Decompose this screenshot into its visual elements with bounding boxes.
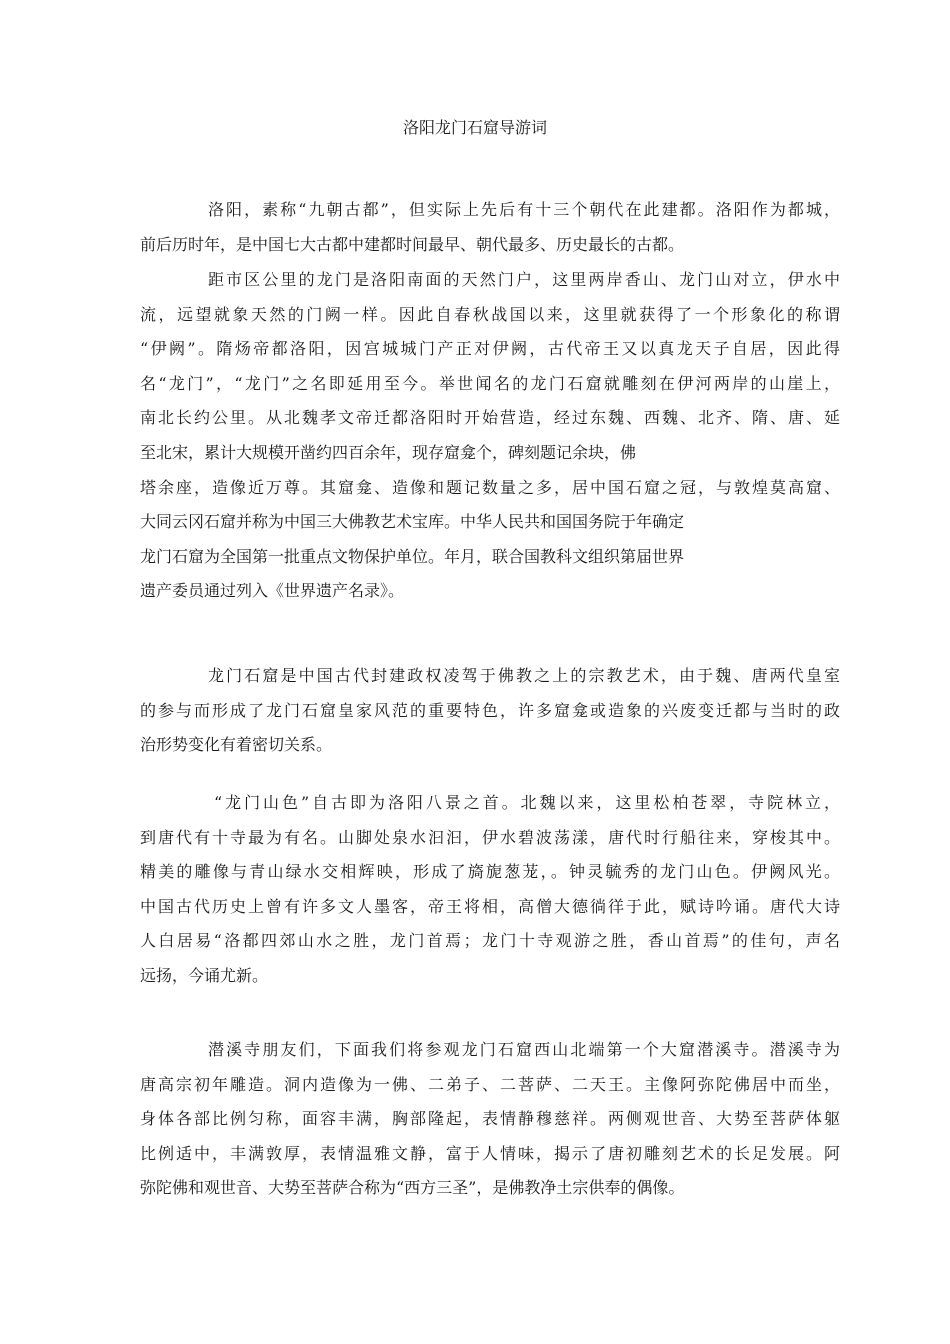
paragraph-line: 的参与而形成了龙门石窟皇家风范的重要特色，许多窟龛或造象的兴废变迁都与当时的政 <box>140 700 840 720</box>
paragraph-longmen-overview <box>140 263 840 609</box>
paragraph-line: 中国古代历史上曾有许多文人墨客，帝王将相，高僧大德徜徉于此，赋诗吟诵。唐代大诗 <box>140 896 840 916</box>
paragraph-line: 流，远望就象天然的门阙一样。因此自春秋战国以来，这里就获得了一个形象化的称谓 <box>140 304 840 324</box>
paragraph-line: 遗产委员通过列入《世界遗产名录》。 <box>140 581 405 601</box>
paragraph-line: 龙门石窟是中国古代封建政权凌驾于佛教之上的宗教艺术，由于魏、唐两代皇室 <box>208 666 840 685</box>
paragraph-line: 到唐代有十寺最为有名。山脚处泉水汩汩，伊水碧波荡漾，唐代时行船往来，穿梭其中。 <box>140 827 840 847</box>
paragraph-line: 距市区公里的龙门是洛阳南面的天然门户，这里两岸香山、龙门山对立，伊水中 <box>208 270 840 289</box>
paragraph-line: “伊阙”。隋炀帝都洛阳，因宫城城门产正对伊阙，古代帝王又以真龙天子自居，因此得 <box>140 339 840 359</box>
paragraph-line: “龙门山色”自古即为洛阳八景之首。北魏以来，这里松柏苍翠，寺院林立， <box>214 793 840 812</box>
paragraph-line: 前后历时年，是中国七大古都中建都时间最早、朝代最多、历史最长的古都。 <box>140 234 685 254</box>
paragraph-line: 南北长约公里。从北魏孝文帝迁都洛阳时开始营造，经过东魏、西魏、北齐、隋、唐、延 <box>140 408 840 428</box>
paragraph-longmen-scenery <box>140 786 840 994</box>
paragraph-line: 塔余座，造像近万尊。其窟龛、造像和题记数量之多，居中国石窟之冠，与敦煌莫高窟、 <box>140 477 840 497</box>
paragraph-line: 唐高宗初年雕造。洞内造像为一佛、二弟子、二菩萨、二天王。主像阿弥陀佛居中而坐， <box>140 1074 840 1094</box>
paragraph-line: 至北宋，累计大规模开凿约四百余年，现存窟龛个，碑刻题记余块，佛 <box>140 442 637 462</box>
paragraph-line: 精美的雕像与青山绿水交相辉映，形成了旖旎葱茏，。钟灵毓秀的龙门山色。伊阙风光。 <box>140 862 840 882</box>
paragraph-imperial-style <box>140 659 840 763</box>
paragraph-line: 名“龙门”，“龙门”之名即延用至今。举世闻名的龙门石窟就雕刻在伊河两岸的山崖上， <box>140 373 840 393</box>
paragraph-line: 潜溪寺朋友们，下面我们将参观龙门石窟西山北端第一个大窟潜溪寺。潜溪寺为 <box>208 1040 840 1059</box>
paragraph-line: 洛阳，素称“九朝古都”，但实际上先后有十三个朝代在此建都。洛阳作为都城， <box>208 200 840 219</box>
paragraph-line: 治形势变化有着密切关系。 <box>140 735 333 755</box>
paragraph-line: 远扬，今诵尤新。 <box>140 965 269 985</box>
paragraph-qianxi-temple <box>140 1033 840 1206</box>
paragraph-luoyang-intro <box>140 193 840 262</box>
paragraph-line: 身体各部比例匀称，面容丰满，胸部隆起，表情静穆慈祥。两侧观世音、大势至菩萨体躯 <box>140 1109 840 1129</box>
paragraph-line: 大同云冈石窟并称为中国三大佛教艺术宝库。中华人民共和国国务院于年确定 <box>140 512 685 532</box>
paragraph-line: 人白居易“洛都四郊山水之胜，龙门首焉；龙门十寺观游之胜，香山首焉”的佳句，声名 <box>140 931 840 951</box>
paragraph-line: 龙门石窟为全国第一批重点文物保护单位。年月，联合国教科文组织第届世界 <box>140 546 685 566</box>
paragraph-line: 弥陀佛和观世音、大势至菩萨合称为“西方三圣”，是佛教净土宗供奉的偶像。 <box>140 1178 685 1198</box>
paragraph-line: 比例适中，丰满敦厚，表情温雅文静，富于人情味，揭示了唐初雕刻艺术的长足发展。阿 <box>140 1143 840 1163</box>
document-title: 洛阳龙门石窟导游词 <box>402 118 547 137</box>
